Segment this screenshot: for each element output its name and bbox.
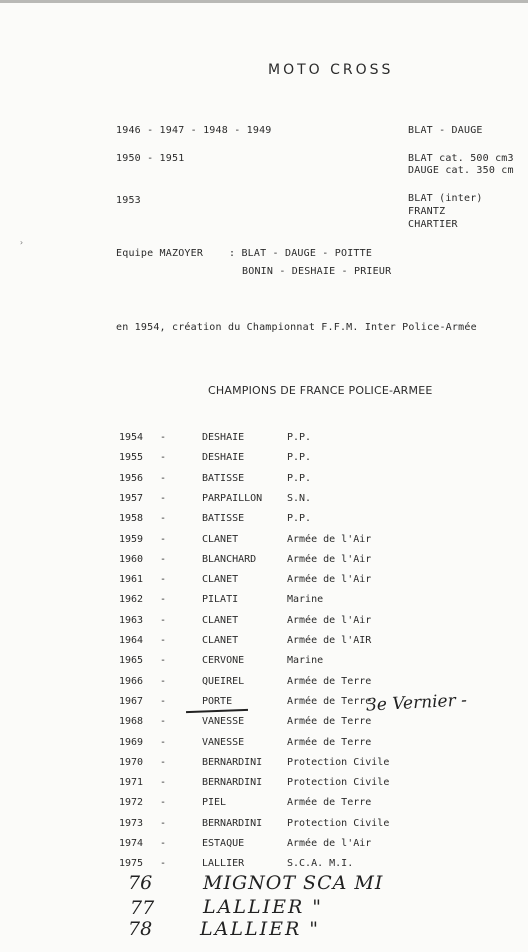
handwritten-year-76: 76 (128, 872, 153, 894)
champion-name: QUEIREL (202, 676, 245, 687)
champion-year: 1974 (119, 838, 144, 849)
champion-dash: - (160, 696, 167, 707)
champion-unit: Armée de Terre (287, 716, 372, 727)
champion-row (0, 757, 528, 777)
champion-year: 1958 (119, 513, 144, 524)
handwritten-line-77: LALLIER " (203, 896, 324, 918)
champion-dash: - (160, 574, 167, 585)
champion-name: BERNARDINI (202, 818, 263, 829)
champion-row (0, 574, 528, 594)
team-label: Equipe MAZOYER (116, 248, 204, 259)
champion-name: DESHAIE (202, 452, 245, 463)
champion-name: CLANET (202, 534, 239, 545)
early-winners-3c: CHARTIER (408, 219, 458, 230)
champion-name: BLANCHARD (202, 554, 257, 565)
champion-year: 1968 (119, 716, 144, 727)
champion-row (0, 716, 528, 736)
champion-unit: Armée de l'Air (287, 554, 372, 565)
champion-dash: - (160, 838, 167, 849)
champion-name: CLANET (202, 635, 239, 646)
champion-unit: Marine (287, 594, 324, 605)
champion-name: PARPAILLON (202, 493, 263, 504)
champion-year: 1972 (119, 797, 144, 808)
champion-name: CLANET (202, 574, 239, 585)
early-winners-1: BLAT - DAUGE (408, 125, 483, 136)
champion-year: 1955 (119, 452, 144, 463)
champion-row (0, 737, 528, 757)
champion-dash: - (160, 432, 167, 443)
champion-unit: P.P. (287, 452, 312, 463)
champion-dash: - (160, 797, 167, 808)
champion-name: PORTE (202, 696, 233, 707)
handwritten-annotation-1967: 3e Vernier - (365, 690, 468, 716)
champion-year: 1969 (119, 737, 144, 748)
champion-row (0, 473, 528, 493)
champion-year: 1975 (119, 858, 144, 869)
champion-row (0, 452, 528, 472)
champion-name: ESTAQUE (202, 838, 245, 849)
champion-dash: - (160, 452, 167, 463)
champion-row (0, 818, 528, 838)
champion-dash: - (160, 513, 167, 524)
handwritten-line-76: MIGNOT SCA MI (203, 872, 384, 894)
champion-unit: Armée de l'Air (287, 838, 372, 849)
champion-row (0, 777, 528, 797)
champion-row (0, 615, 528, 635)
champion-row (0, 594, 528, 614)
team-line-1: : BLAT - DAUGE - POITTE (229, 248, 373, 259)
handwritten-year-78: 78 (128, 918, 153, 940)
champion-year: 1956 (119, 473, 144, 484)
champion-name: CERVONE (202, 655, 245, 666)
champion-name: VANESSE (202, 716, 245, 727)
champion-year: 1964 (119, 635, 144, 646)
champion-dash: - (160, 716, 167, 727)
champion-unit: Armée de Terre (287, 737, 372, 748)
champion-year: 1954 (119, 432, 144, 443)
champion-name: CLANET (202, 615, 239, 626)
champion-unit: Armée de Terre (287, 696, 372, 707)
champion-year: 1970 (119, 757, 144, 768)
champion-unit: P.P. (287, 432, 312, 443)
champion-dash: - (160, 676, 167, 687)
handwritten-line-78: LALLIER " (200, 918, 321, 940)
champion-row (0, 432, 528, 452)
page-title: MOTO CROSS (268, 62, 394, 78)
champion-unit: Marine (287, 655, 324, 666)
champion-unit: Armée de l'Air (287, 615, 372, 626)
championship-note: en 1954, création du Championnat F.F.M. Inter Police-Armée (116, 322, 477, 333)
champion-unit: Armée de l'Air (287, 574, 372, 585)
champion-row (0, 655, 528, 675)
page-top-edge (0, 0, 528, 3)
champion-dash: - (160, 615, 167, 626)
early-winners-3a: BLAT (inter) (408, 193, 483, 204)
champion-year: 1961 (119, 574, 144, 585)
champion-year: 1973 (119, 818, 144, 829)
champion-dash: - (160, 473, 167, 484)
champion-row (0, 534, 528, 554)
champion-unit: Armée de Terre (287, 797, 372, 808)
champion-year: 1966 (119, 676, 144, 687)
champion-year: 1957 (119, 493, 144, 504)
champion-dash: - (160, 594, 167, 605)
champion-dash: - (160, 534, 167, 545)
champion-unit: S.C.A. M.I. (287, 858, 354, 869)
early-winners-3b: FRANTZ (408, 206, 446, 217)
champion-name: PIEL (202, 797, 227, 808)
champion-name: PILATI (202, 594, 239, 605)
champion-row (0, 797, 528, 817)
champion-dash: - (160, 777, 167, 788)
champion-unit: Protection Civile (287, 818, 390, 829)
champion-year: 1963 (119, 615, 144, 626)
champion-year: 1959 (119, 534, 144, 545)
champion-name: BATISSE (202, 513, 245, 524)
champion-unit: Protection Civile (287, 777, 390, 788)
champion-unit: P.P. (287, 473, 312, 484)
champion-unit: Armée de Terre (287, 676, 372, 687)
champion-year: 1967 (119, 696, 144, 707)
champion-row (0, 554, 528, 574)
champion-unit: Protection Civile (287, 757, 390, 768)
champion-name: BATISSE (202, 473, 245, 484)
champion-unit: P.P. (287, 513, 312, 524)
champion-dash: - (160, 858, 167, 869)
champion-year: 1965 (119, 655, 144, 666)
champion-row (0, 513, 528, 533)
champion-name: DESHAIE (202, 432, 245, 443)
early-years-1: 1946 - 1947 - 1948 - 1949 (116, 125, 272, 136)
early-winners-2b: DAUGE cat. 350 cm (408, 165, 514, 176)
champion-year: 1960 (119, 554, 144, 565)
handwritten-year-77: 77 (130, 897, 155, 919)
champion-year: 1971 (119, 777, 144, 788)
champion-dash: - (160, 737, 167, 748)
champion-row (0, 493, 528, 513)
early-years-3: 1953 (116, 195, 141, 206)
champion-row (0, 635, 528, 655)
champion-dash: - (160, 655, 167, 666)
champion-dash: - (160, 818, 167, 829)
champions-heading: CHAMPIONS DE FRANCE POLICE-ARMEE (208, 384, 433, 397)
champion-dash: - (160, 493, 167, 504)
scan-mark: › (19, 238, 24, 247)
champion-name: VANESSE (202, 737, 245, 748)
champion-unit: Armée de l'AIR (287, 635, 372, 646)
champion-name: LALLIER (202, 858, 245, 869)
champion-name: BERNARDINI (202, 757, 263, 768)
champion-year: 1962 (119, 594, 144, 605)
early-years-2: 1950 - 1951 (116, 153, 185, 164)
champion-dash: - (160, 757, 167, 768)
early-winners-2a: BLAT cat. 500 cm3 (408, 153, 514, 164)
team-line-2: BONIN - DESHAIE - PRIEUR (242, 266, 392, 277)
champion-unit: Armée de l'Air (287, 534, 372, 545)
champion-name: BERNARDINI (202, 777, 263, 788)
champion-unit: S.N. (287, 493, 312, 504)
champion-dash: - (160, 635, 167, 646)
champion-row (0, 838, 528, 858)
champion-dash: - (160, 554, 167, 565)
